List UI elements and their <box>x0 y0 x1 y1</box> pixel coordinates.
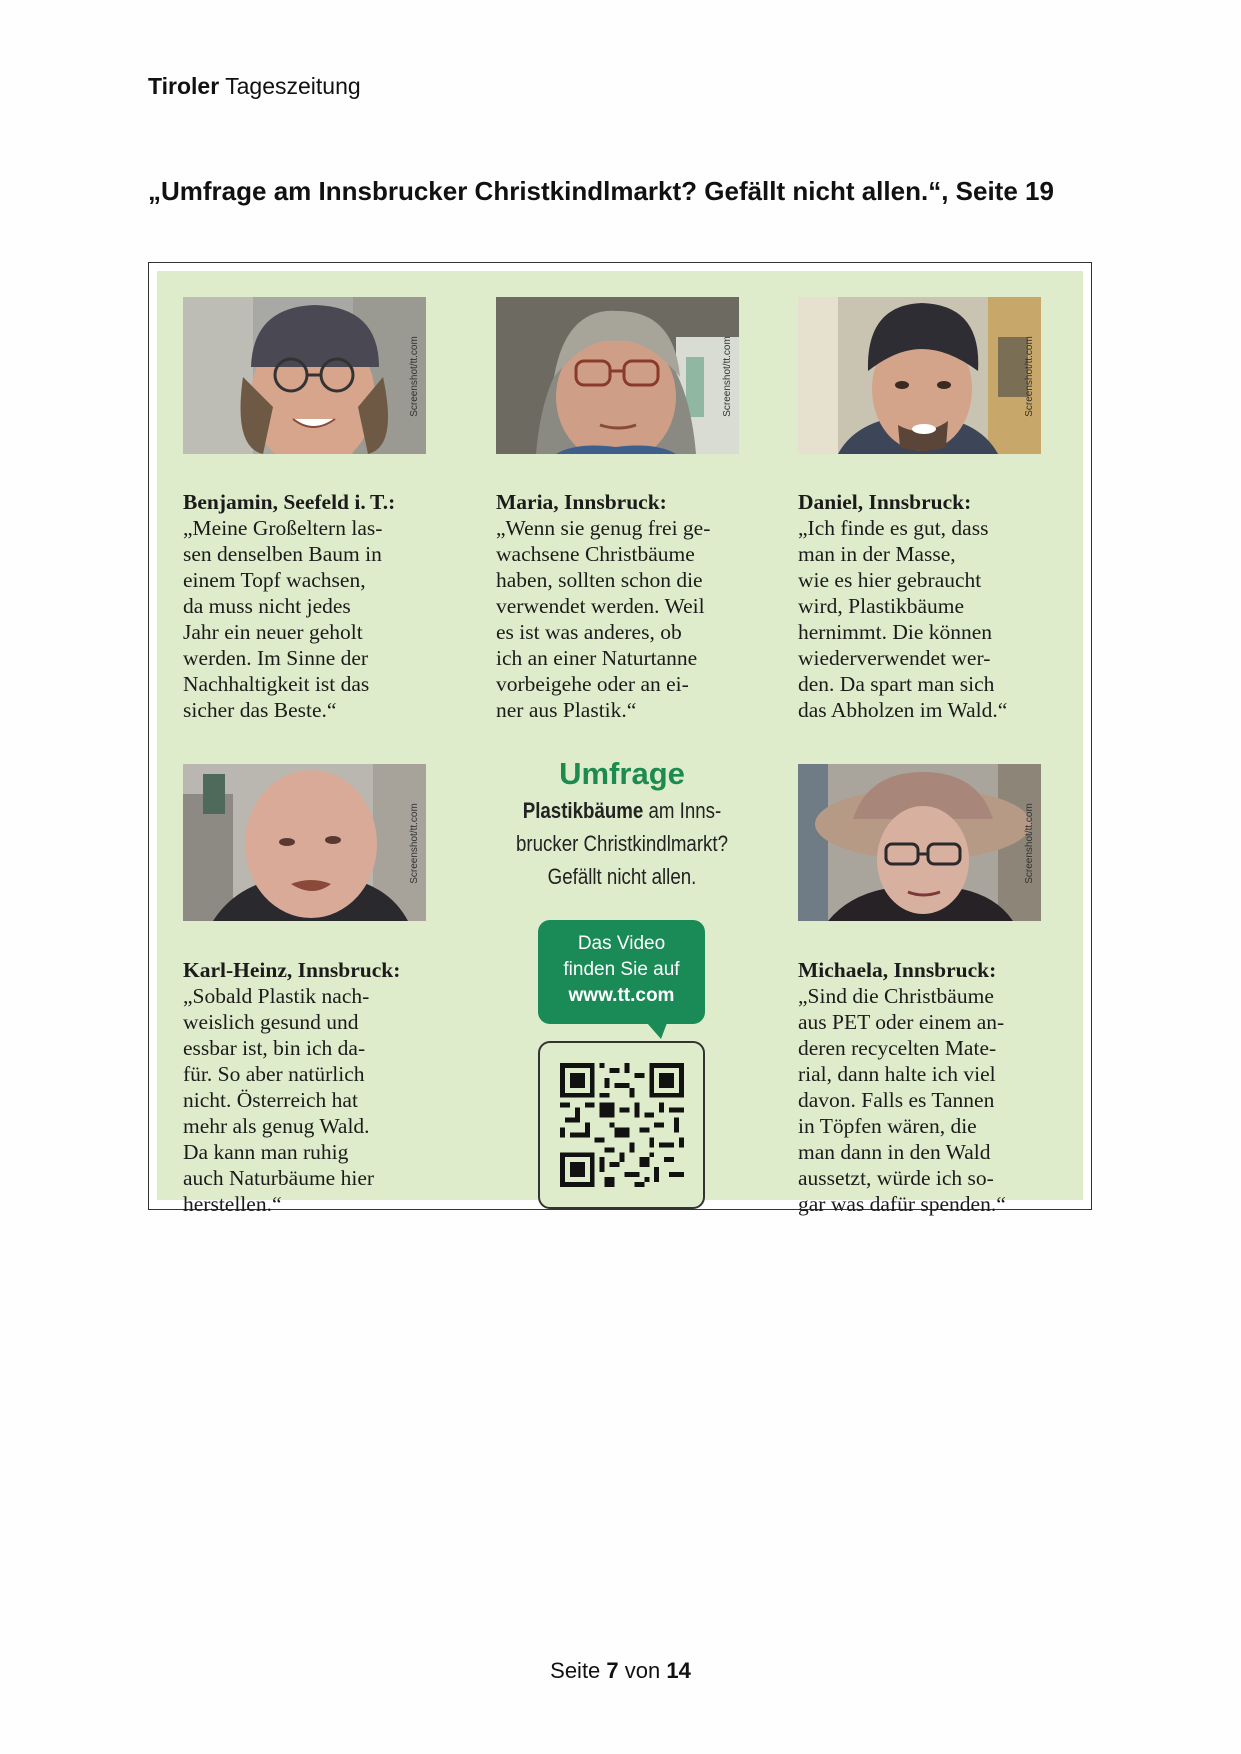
video-callout <box>538 920 705 1024</box>
footer-page-total: 14 <box>666 1658 691 1683</box>
umfrage-subtitle-rest: am Inns- brucker Christkindlmarkt? Gefällt nicht allen. <box>516 798 728 889</box>
quote-text: „Ich finde es gut, dass man in der Masse, wie es hier gebraucht wird, Plastikbäume hernimmt. Die können wiederverwendet wer- den. Da spart man sich das Abholzen im Wald.“ <box>798 516 1008 722</box>
photo-credit-alt: Screenshot/tt.com <box>409 803 420 884</box>
photo-karl-heinz <box>183 764 426 921</box>
quote-daniel <box>798 489 1048 723</box>
quote-text: „Meine Großeltern las- sen denselben Baum in einem Topf wachsen, da muss nicht jedes Jahr ein neuer geholt werden. Im Sinne der Nachhaltigkeit ist das sicher das Beste.“ <box>183 516 383 722</box>
quote-name: Benjamin, Seefeld i. T.: <box>183 490 396 514</box>
qr-code-frame <box>538 1041 705 1209</box>
quote-text: „Sobald Plastik nach- weislich gesund und essbar ist, bin ich da- für. So aber natürlich nicht. Österreich hat mehr als genug Wald. Da kann man ruhig auch Naturbäume hier herstellen.“ <box>183 984 375 1216</box>
video-line-1: Das Video <box>577 933 666 954</box>
photo-credit: Screenshot/tt.com <box>409 336 420 417</box>
photo-credit: Screenshot/tt.com <box>1024 336 1035 417</box>
quote-michaela <box>798 957 1048 1217</box>
umfrage-title: Umfrage <box>559 756 685 791</box>
umfrage-subtitle <box>505 794 740 893</box>
publication-name <box>148 73 361 100</box>
video-url: www.tt.com <box>568 985 675 1006</box>
photo-maria <box>496 297 739 454</box>
quote-maria <box>496 489 746 723</box>
footer-middle: von <box>618 1658 667 1683</box>
footer-page-number: 7 <box>606 1658 619 1683</box>
page-footer <box>0 1658 1241 1684</box>
quote-text: „Wenn sie genug frei ge- wachsene Christbäume haben, sollten schon die verwendet werden. Weil es ist was anderes, ob ich an einer Naturtanne vorbeigehe oder an ei- ner aus Plastik.“ <box>496 516 711 722</box>
quote-benjamin <box>183 489 433 723</box>
quote-name: Michaela, Innsbruck: <box>798 958 997 982</box>
publication-name-bold: Tiroler <box>148 73 220 99</box>
photo-daniel <box>798 297 1041 454</box>
publication-name-rest: Tageszeitung <box>219 73 361 99</box>
quote-text: „Sind die Christbäume aus PET oder einem an- deren recycelten Mate- rial, dann halte ich viel davon. Falls es Tannen in Töpfen wären, die man dann in den Wald aussetzt, würde ich so- gar was dafür spenden.“ <box>798 984 1006 1216</box>
video-line-2: finden Sie auf <box>563 959 680 980</box>
photo-credit: Screenshot/tt.com <box>722 336 733 417</box>
qr-code-icon <box>560 1063 684 1187</box>
quote-name: Maria, Innsbruck: <box>496 490 667 514</box>
photo-michaela <box>798 764 1041 921</box>
photo-benjamin <box>183 297 426 454</box>
newspaper-clipping <box>148 262 1092 1216</box>
photo-credit: Screenshot/tt.com <box>1024 803 1035 884</box>
quote-name: Daniel, Innsbruck: <box>798 490 972 514</box>
quote-name: Karl-Heinz, Innsbruck: <box>183 958 401 982</box>
umfrage-subtitle-bold: Plastikbäume <box>522 798 644 823</box>
footer-prefix: Seite <box>550 1658 607 1683</box>
clipping-background <box>157 271 1083 1216</box>
quote-karl-heinz <box>183 957 433 1217</box>
article-headline: „Umfrage am Innsbrucker Christkindlmarkt? Gefällt nicht allen.“, Seite 19 <box>148 176 1054 206</box>
callout-tail <box>647 1023 667 1039</box>
